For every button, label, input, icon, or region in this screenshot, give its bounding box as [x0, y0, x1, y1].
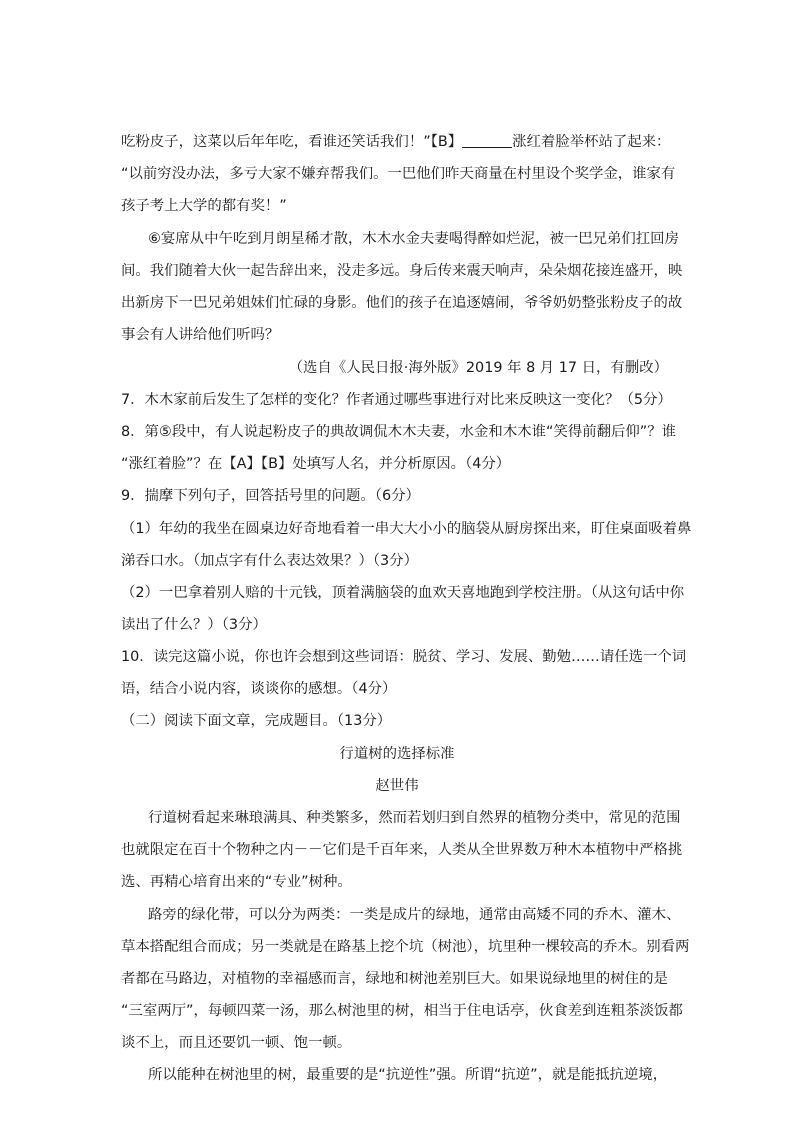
- question-9-2-line: （2）一巴拿着别人赔的十元钱，顶着满脑袋的血欢天喜地跑到学校注册。（从这句话中你: [121, 585, 685, 601]
- article-author: 赵世伟: [375, 778, 419, 794]
- section-heading: （二）阅读下面文章，完成题目。（13分）: [121, 713, 392, 729]
- article-paragraph-2-line: 草本搭配组合而成；另一类就是在路基上挖个坑（树池），坑里种一棵较高的乔木。别看两: [121, 939, 690, 955]
- article-paragraph-2-line: 者都在马路边，对植物的幸福感而言，绿地和树池差别巨大。如果说绿地里的树住的是: [121, 971, 668, 987]
- answer-blank-b: [462, 133, 512, 148]
- question-10-line: 10．读完这篇小说，你也许会想到这些词语：脱贫、学习、发展、勤勉……请任选一个词: [121, 649, 687, 665]
- question-7: 7．木木家前后发生了怎样的变化？作者通过哪些事进行对比来反映这一变化？（5分）: [121, 392, 672, 408]
- article-paragraph-1-line: 也就限定在百十个物种之内－－它们是千百年来，人类从全世界数万种木本植物中严格挑: [121, 842, 683, 858]
- question-8-line: “涨红着脸”？在【A】【B】处填写人名，并分析原因。（4分）: [121, 456, 511, 472]
- article-paragraph-2-line: 谈不上，而且还要饥一顿、饱一顿。: [121, 1035, 352, 1051]
- story-line: 吃粉皮子，这菜以后年年吃，看谁还笑话我们！”【B】 涨红着脸举杯站了起来：: [121, 134, 671, 150]
- article-title: 行道树的选择标准: [339, 746, 455, 762]
- story-line: “以前穷没办法，多亏大家不嫌弃帮我们。一巴他们昨天商量在村里设个奖学金，谁家有: [121, 166, 676, 182]
- paragraph-6-line: 出新房下一巴兄弟姐妹们忙碌的身影。他们的孩子在追逐嬉闹，爷爷奶奶整张粉皮子的故: [121, 295, 683, 311]
- question-8-line: 8．第⑤段中，有人说起粉皮子的典故调侃木木夫妻，水金和木木谁“笑得前翻后仰”？谁: [121, 424, 677, 440]
- article-paragraph-3-line: 所以能种在树池里的树，最重要的是“抗逆性”强。所谓“抗逆”，就是能抵抗逆境，: [148, 1067, 668, 1083]
- paragraph-6-line: ⑥宴席从中午吃到月朗星稀才散，木木水金夫妻喝得醉如烂泥，被一巴兄弟们扛回房: [148, 231, 679, 247]
- paragraph-6-line: 间。我们随着大伙一起告辞出来，没走多远。身后传来震天响声，朵朵烟花接连盛开，映: [121, 263, 683, 279]
- article-paragraph-1-line: 行道树看起来琳琅满具、种类繁多，然而若划归到自然界的植物分类中，常见的范围: [148, 810, 681, 826]
- story-line: 孩子考上大学的都有奖！”: [121, 198, 287, 214]
- question-9: 9．揣摩下列句子，回答括号里的问题。（6分）: [121, 488, 420, 504]
- question-10-line: 语，结合小说内容，谈谈你的感想。（4分）: [121, 681, 397, 697]
- question-9-1-line: （1）年幼的我坐在圆桌边好奇地看着一串大大小小的脑袋从厨房探出来，盯住桌面吸着鼻: [121, 521, 692, 537]
- article-paragraph-1-line: 选、再精心培育出来的“专业”树种。: [121, 874, 352, 890]
- article-paragraph-2-line: “三室两厅”，每顿四菜一汤，那么树池里的树，相当于住电话亭，伙食差到连粗茶淡饭都: [121, 1003, 683, 1019]
- question-9-1-line: 涕吞口水。（加点字有什么表达效果？）（3分）: [121, 553, 418, 569]
- paragraph-6-line: 事会有人讲给他们听吗？: [121, 327, 280, 343]
- source-citation: （选自《人民日报·海外版》2019 年 8 月 17 日，有删改）: [288, 360, 668, 376]
- article-paragraph-2-line: 路旁的绿化带，可以分为两类：一类是成片的绿地，通常由高矮不同的乔木、灌木、: [148, 907, 681, 923]
- question-9-2-line: 读出了什么？）（3分）: [121, 617, 267, 633]
